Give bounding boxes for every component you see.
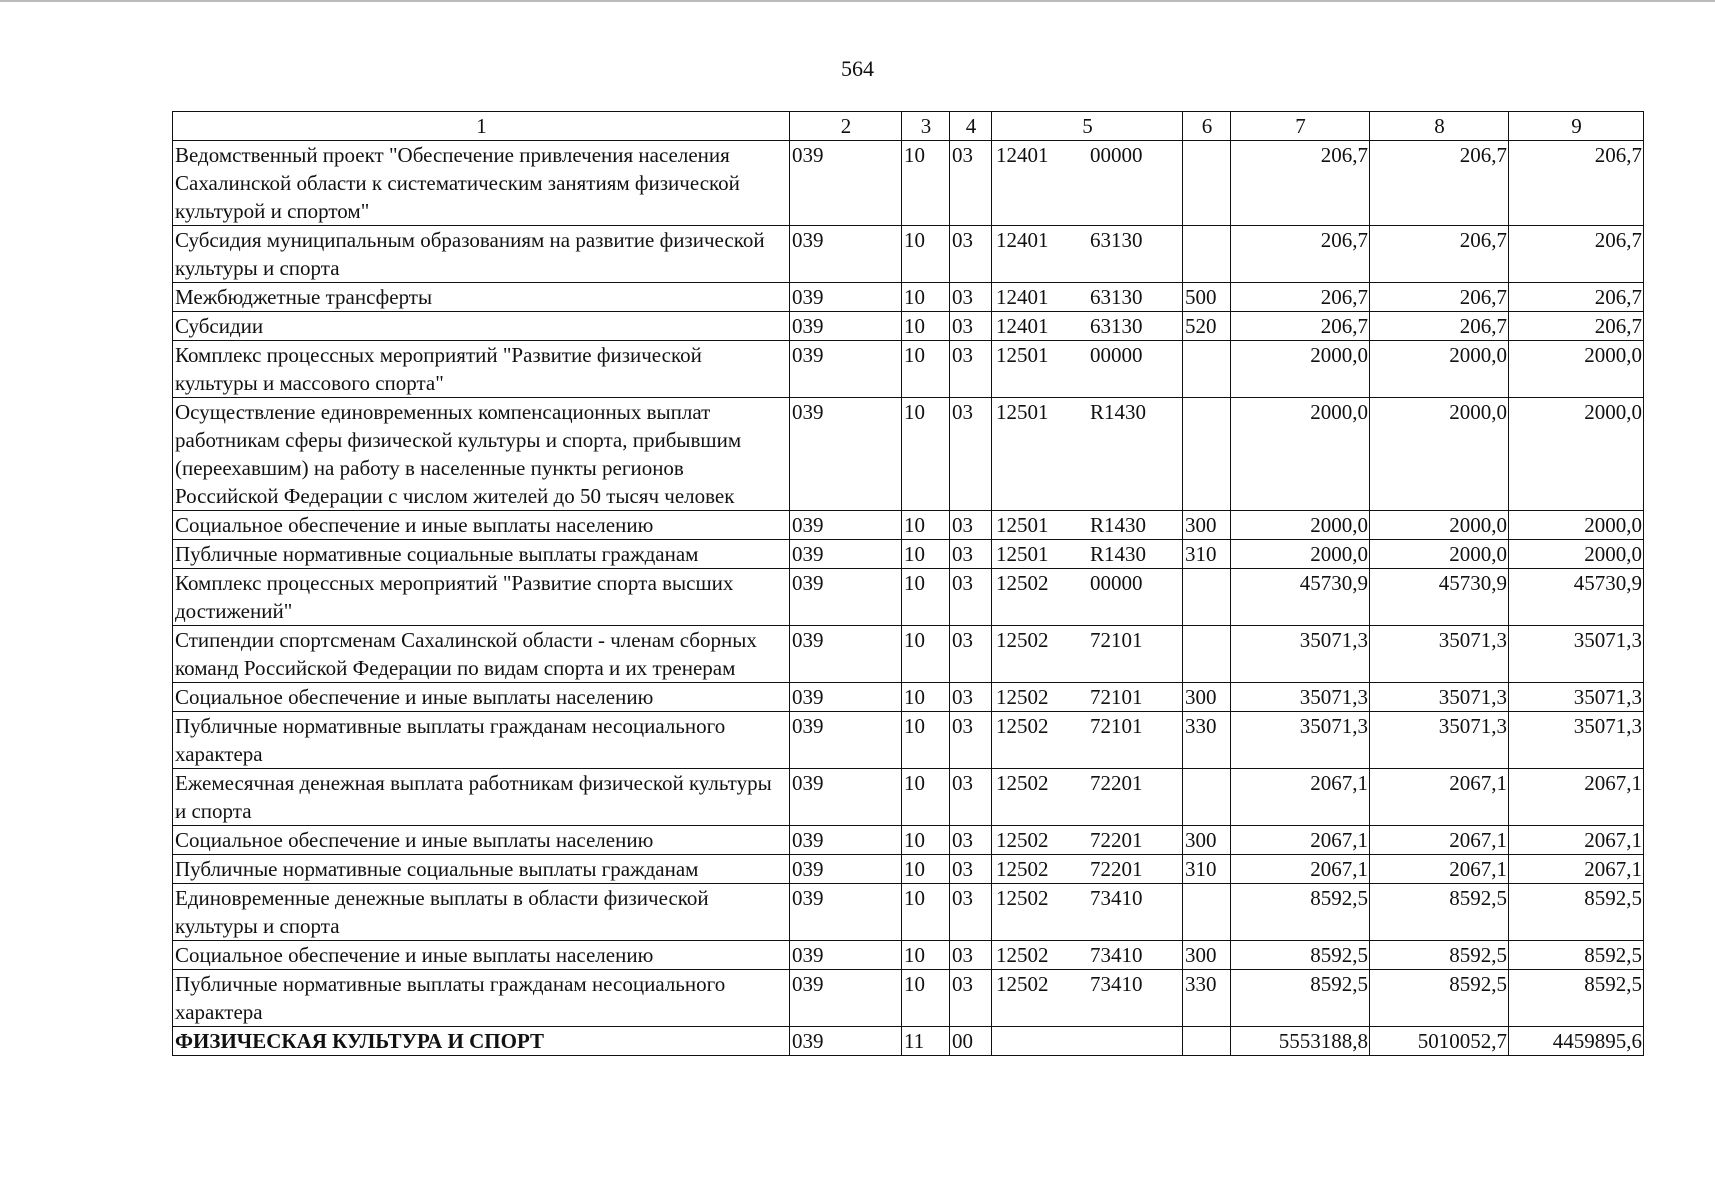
row-name: ФИЗИЧЕСКАЯ КУЛЬТУРА И СПОРТ [173,1027,790,1056]
header-col-2: 2 [790,112,902,141]
row-name: Ведомственный проект "Обеспечение привлечения населения Сахалинской области к систематическим занятиям физической культурой и спортом" [173,141,790,226]
code-target-article [992,712,1183,769]
table-row [173,341,1644,398]
table-row [173,283,1644,312]
budget-table [172,111,1644,1056]
code-subsection: 03 [950,312,992,341]
code-ministry: 039 [790,683,902,712]
code-target-article [992,226,1183,283]
code-program: 12401 [996,314,1049,338]
code-direction: 72101 [1090,714,1143,738]
code-section: 10 [902,511,950,540]
code-target-article [992,141,1183,226]
row-name: Субсидии [173,312,790,341]
code-ministry: 039 [790,312,902,341]
header-col-7: 7 [1231,112,1370,141]
code-subsection: 03 [950,712,992,769]
row-name: Публичные нормативные выплаты гражданам несоциального характера [173,712,790,769]
amount-col-7: 8592,5 [1231,970,1370,1027]
code-expense-type [1183,226,1231,283]
code-subsection: 03 [950,141,992,226]
amount-col-9: 206,7 [1509,283,1644,312]
header-col-4: 4 [950,112,992,141]
amount-col-9: 2067,1 [1509,769,1644,826]
code-section: 10 [902,826,950,855]
row-name: Публичные нормативные выплаты гражданам несоциального характера [173,970,790,1027]
code-subsection: 03 [950,626,992,683]
amount-col-9: 35071,3 [1509,683,1644,712]
code-ministry: 039 [790,712,902,769]
code-ministry: 039 [790,884,902,941]
amount-col-8: 2000,0 [1370,341,1509,398]
code-section: 10 [902,283,950,312]
amount-col-7: 8592,5 [1231,884,1370,941]
code-direction: 73410 [1090,972,1143,996]
table-row [173,769,1644,826]
code-direction: 73410 [1090,943,1143,967]
code-program: 12501 [996,513,1049,537]
code-target-article [992,398,1183,511]
code-program: 12502 [996,771,1049,795]
code-section: 10 [902,312,950,341]
table-row [173,826,1644,855]
row-name: Комплекс процессных мероприятий "Развитие физической культуры и массового спорта" [173,341,790,398]
code-target-article [992,769,1183,826]
code-subsection: 03 [950,226,992,283]
code-target-article [992,683,1183,712]
code-expense-type [1183,569,1231,626]
table-row [173,540,1644,569]
code-target-article [992,511,1183,540]
code-target-article [992,826,1183,855]
scan-top-edge [0,0,1715,2]
code-program: 12501 [996,343,1049,367]
code-expense-type: 300 [1183,941,1231,970]
table-row [173,712,1644,769]
code-target-article [992,1027,1183,1056]
table-row [173,141,1644,226]
code-direction: 73410 [1090,886,1143,910]
amount-col-8: 2067,1 [1370,769,1509,826]
code-ministry: 039 [790,283,902,312]
code-subsection: 03 [950,970,992,1027]
amount-col-8: 8592,5 [1370,941,1509,970]
code-expense-type: 520 [1183,312,1231,341]
table-row [173,398,1644,511]
code-direction: 72201 [1090,771,1143,795]
code-direction: 00000 [1090,343,1143,367]
code-subsection: 03 [950,341,992,398]
code-ministry: 039 [790,970,902,1027]
code-program: 12502 [996,714,1049,738]
amount-col-8: 206,7 [1370,283,1509,312]
amount-col-7: 2000,0 [1231,398,1370,511]
amount-col-8: 2067,1 [1370,826,1509,855]
row-name: Единовременные денежные выплаты в области физической культуры и спорта [173,884,790,941]
amount-col-7: 35071,3 [1231,712,1370,769]
code-section: 10 [902,226,950,283]
row-name: Комплекс процессных мероприятий "Развитие спорта высших достижений" [173,569,790,626]
code-expense-type [1183,141,1231,226]
code-program: 12501 [996,542,1049,566]
code-subsection: 03 [950,941,992,970]
code-target-article [992,540,1183,569]
amount-col-9: 35071,3 [1509,626,1644,683]
row-name: Социальное обеспечение и иные выплаты населению [173,683,790,712]
code-direction: 72101 [1090,628,1143,652]
header-col-5: 5 [992,112,1183,141]
code-section: 10 [902,855,950,884]
code-program: 12401 [996,228,1049,252]
code-program: 12502 [996,828,1049,852]
code-direction: 63130 [1090,285,1143,309]
code-target-article [992,569,1183,626]
code-program: 12502 [996,571,1049,595]
code-section: 10 [902,941,950,970]
code-program: 12401 [996,143,1049,167]
table-row [173,226,1644,283]
code-direction: 00000 [1090,143,1143,167]
table-row [173,970,1644,1027]
amount-col-7: 2000,0 [1231,341,1370,398]
code-expense-type: 330 [1183,970,1231,1027]
amount-col-8: 2000,0 [1370,540,1509,569]
amount-col-8: 206,7 [1370,141,1509,226]
row-name: Стипендии спортсменам Сахалинской области - членам сборных команд Российской Федерации по видам спорта и их тренерам [173,626,790,683]
header-col-3: 3 [902,112,950,141]
code-ministry: 039 [790,141,902,226]
code-program: 12401 [996,285,1049,309]
code-section: 10 [902,569,950,626]
code-direction: 72101 [1090,685,1143,709]
code-ministry: 039 [790,569,902,626]
code-subsection: 03 [950,398,992,511]
code-expense-type [1183,398,1231,511]
code-subsection: 03 [950,884,992,941]
code-target-article [992,283,1183,312]
header-col-8: 8 [1370,112,1509,141]
code-ministry: 039 [790,1027,902,1056]
amount-col-7: 2067,1 [1231,855,1370,884]
code-section: 10 [902,769,950,826]
code-program: 12502 [996,857,1049,881]
code-ministry: 039 [790,769,902,826]
amount-col-8: 35071,3 [1370,712,1509,769]
code-section: 10 [902,970,950,1027]
code-ministry: 039 [790,511,902,540]
header-col-9: 9 [1509,112,1644,141]
amount-col-9: 2000,0 [1509,341,1644,398]
amount-col-7: 2067,1 [1231,826,1370,855]
row-name: Осуществление единовременных компенсационных выплат работникам сферы физической культуры и спорта, прибывшим (переехавшим) на работу в населенные пункты регионов Российской Федерации с числом жителей до 50 тысяч человек [173,398,790,511]
code-direction: R1430 [1090,400,1147,424]
amount-col-7: 8592,5 [1231,941,1370,970]
amount-col-9: 45730,9 [1509,569,1644,626]
amount-col-9: 35071,3 [1509,712,1644,769]
amount-col-9: 2000,0 [1509,398,1644,511]
amount-col-8: 45730,9 [1370,569,1509,626]
amount-col-9: 2000,0 [1509,511,1644,540]
code-expense-type: 300 [1183,511,1231,540]
code-target-article [992,341,1183,398]
row-name: Публичные нормативные социальные выплаты гражданам [173,540,790,569]
row-name: Субсидия муниципальным образованиям на развитие физической культуры и спорта [173,226,790,283]
code-section: 10 [902,683,950,712]
code-expense-type [1183,626,1231,683]
code-program: 12502 [996,886,1049,910]
amount-col-7: 45730,9 [1231,569,1370,626]
amount-col-9: 8592,5 [1509,941,1644,970]
table-row [173,626,1644,683]
row-name: Социальное обеспечение и иные выплаты населению [173,511,790,540]
code-subsection: 03 [950,283,992,312]
code-program: 12502 [996,685,1049,709]
amount-col-7: 2067,1 [1231,769,1370,826]
row-name: Публичные нормативные социальные выплаты гражданам [173,855,790,884]
table-row [173,855,1644,884]
amount-col-8: 2000,0 [1370,398,1509,511]
table-row [173,312,1644,341]
code-program: 12501 [996,400,1049,424]
table-row [173,941,1644,970]
code-subsection: 03 [950,855,992,884]
code-section: 11 [902,1027,950,1056]
code-subsection: 03 [950,540,992,569]
table-row [173,511,1644,540]
code-target-article [992,312,1183,341]
code-expense-type: 300 [1183,683,1231,712]
code-expense-type: 300 [1183,826,1231,855]
amount-col-7: 206,7 [1231,141,1370,226]
code-expense-type [1183,1027,1231,1056]
code-ministry: 039 [790,826,902,855]
amount-col-7: 5553188,8 [1231,1027,1370,1056]
code-direction: 72201 [1090,857,1143,881]
amount-col-8: 35071,3 [1370,626,1509,683]
amount-col-9: 206,7 [1509,226,1644,283]
table-row [173,884,1644,941]
amount-col-9: 2000,0 [1509,540,1644,569]
amount-col-7: 206,7 [1231,283,1370,312]
table-row [173,569,1644,626]
code-target-article [992,855,1183,884]
amount-col-7: 35071,3 [1231,626,1370,683]
amount-col-7: 206,7 [1231,226,1370,283]
header-col-6: 6 [1183,112,1231,141]
table-row [173,1027,1644,1056]
code-direction: 72201 [1090,828,1143,852]
code-direction: 63130 [1090,314,1143,338]
code-direction: R1430 [1090,542,1147,566]
code-ministry: 039 [790,540,902,569]
amount-col-8: 5010052,7 [1370,1027,1509,1056]
amount-col-9: 206,7 [1509,312,1644,341]
amount-col-8: 35071,3 [1370,683,1509,712]
amount-col-8: 206,7 [1370,312,1509,341]
amount-col-8: 206,7 [1370,226,1509,283]
amount-col-8: 8592,5 [1370,884,1509,941]
code-ministry: 039 [790,626,902,683]
code-target-article [992,941,1183,970]
amount-col-8: 8592,5 [1370,970,1509,1027]
code-expense-type [1183,884,1231,941]
code-ministry: 039 [790,226,902,283]
code-ministry: 039 [790,341,902,398]
code-target-article [992,970,1183,1027]
table-row [173,683,1644,712]
code-expense-type: 310 [1183,855,1231,884]
code-expense-type [1183,341,1231,398]
code-target-article [992,884,1183,941]
code-section: 10 [902,341,950,398]
amount-col-7: 2000,0 [1231,511,1370,540]
amount-col-9: 8592,5 [1509,884,1644,941]
code-section: 10 [902,712,950,769]
code-subsection: 03 [950,769,992,826]
code-section: 10 [902,398,950,511]
amount-col-8: 2067,1 [1370,855,1509,884]
code-program: 12502 [996,972,1049,996]
code-subsection: 03 [950,511,992,540]
code-section: 10 [902,626,950,683]
amount-col-7: 206,7 [1231,312,1370,341]
code-expense-type: 330 [1183,712,1231,769]
code-expense-type: 310 [1183,540,1231,569]
amount-col-7: 35071,3 [1231,683,1370,712]
amount-col-7: 2000,0 [1231,540,1370,569]
code-program: 12502 [996,628,1049,652]
code-ministry: 039 [790,855,902,884]
code-section: 10 [902,141,950,226]
row-name: Социальное обеспечение и иные выплаты населению [173,941,790,970]
amount-col-9: 8592,5 [1509,970,1644,1027]
code-section: 10 [902,884,950,941]
code-subsection: 00 [950,1027,992,1056]
code-subsection: 03 [950,683,992,712]
code-ministry: 039 [790,398,902,511]
header-row [173,112,1644,141]
header-col-1: 1 [173,112,790,141]
code-direction: 63130 [1090,228,1143,252]
code-ministry: 039 [790,941,902,970]
code-direction: R1430 [1090,513,1147,537]
row-name: Ежемесячная денежная выплата работникам физической культуры и спорта [173,769,790,826]
row-name: Межбюджетные трансферты [173,283,790,312]
code-subsection: 03 [950,826,992,855]
code-direction: 00000 [1090,571,1143,595]
amount-col-9: 2067,1 [1509,855,1644,884]
code-program: 12502 [996,943,1049,967]
row-name: Социальное обеспечение и иные выплаты населению [173,826,790,855]
amount-col-9: 2067,1 [1509,826,1644,855]
page-number: 564 [841,56,874,81]
code-expense-type: 500 [1183,283,1231,312]
code-section: 10 [902,540,950,569]
amount-col-9: 206,7 [1509,141,1644,226]
table-body [173,141,1644,1056]
code-subsection: 03 [950,569,992,626]
code-expense-type [1183,769,1231,826]
amount-col-8: 2000,0 [1370,511,1509,540]
amount-col-9: 4459895,6 [1509,1027,1644,1056]
code-target-article [992,626,1183,683]
